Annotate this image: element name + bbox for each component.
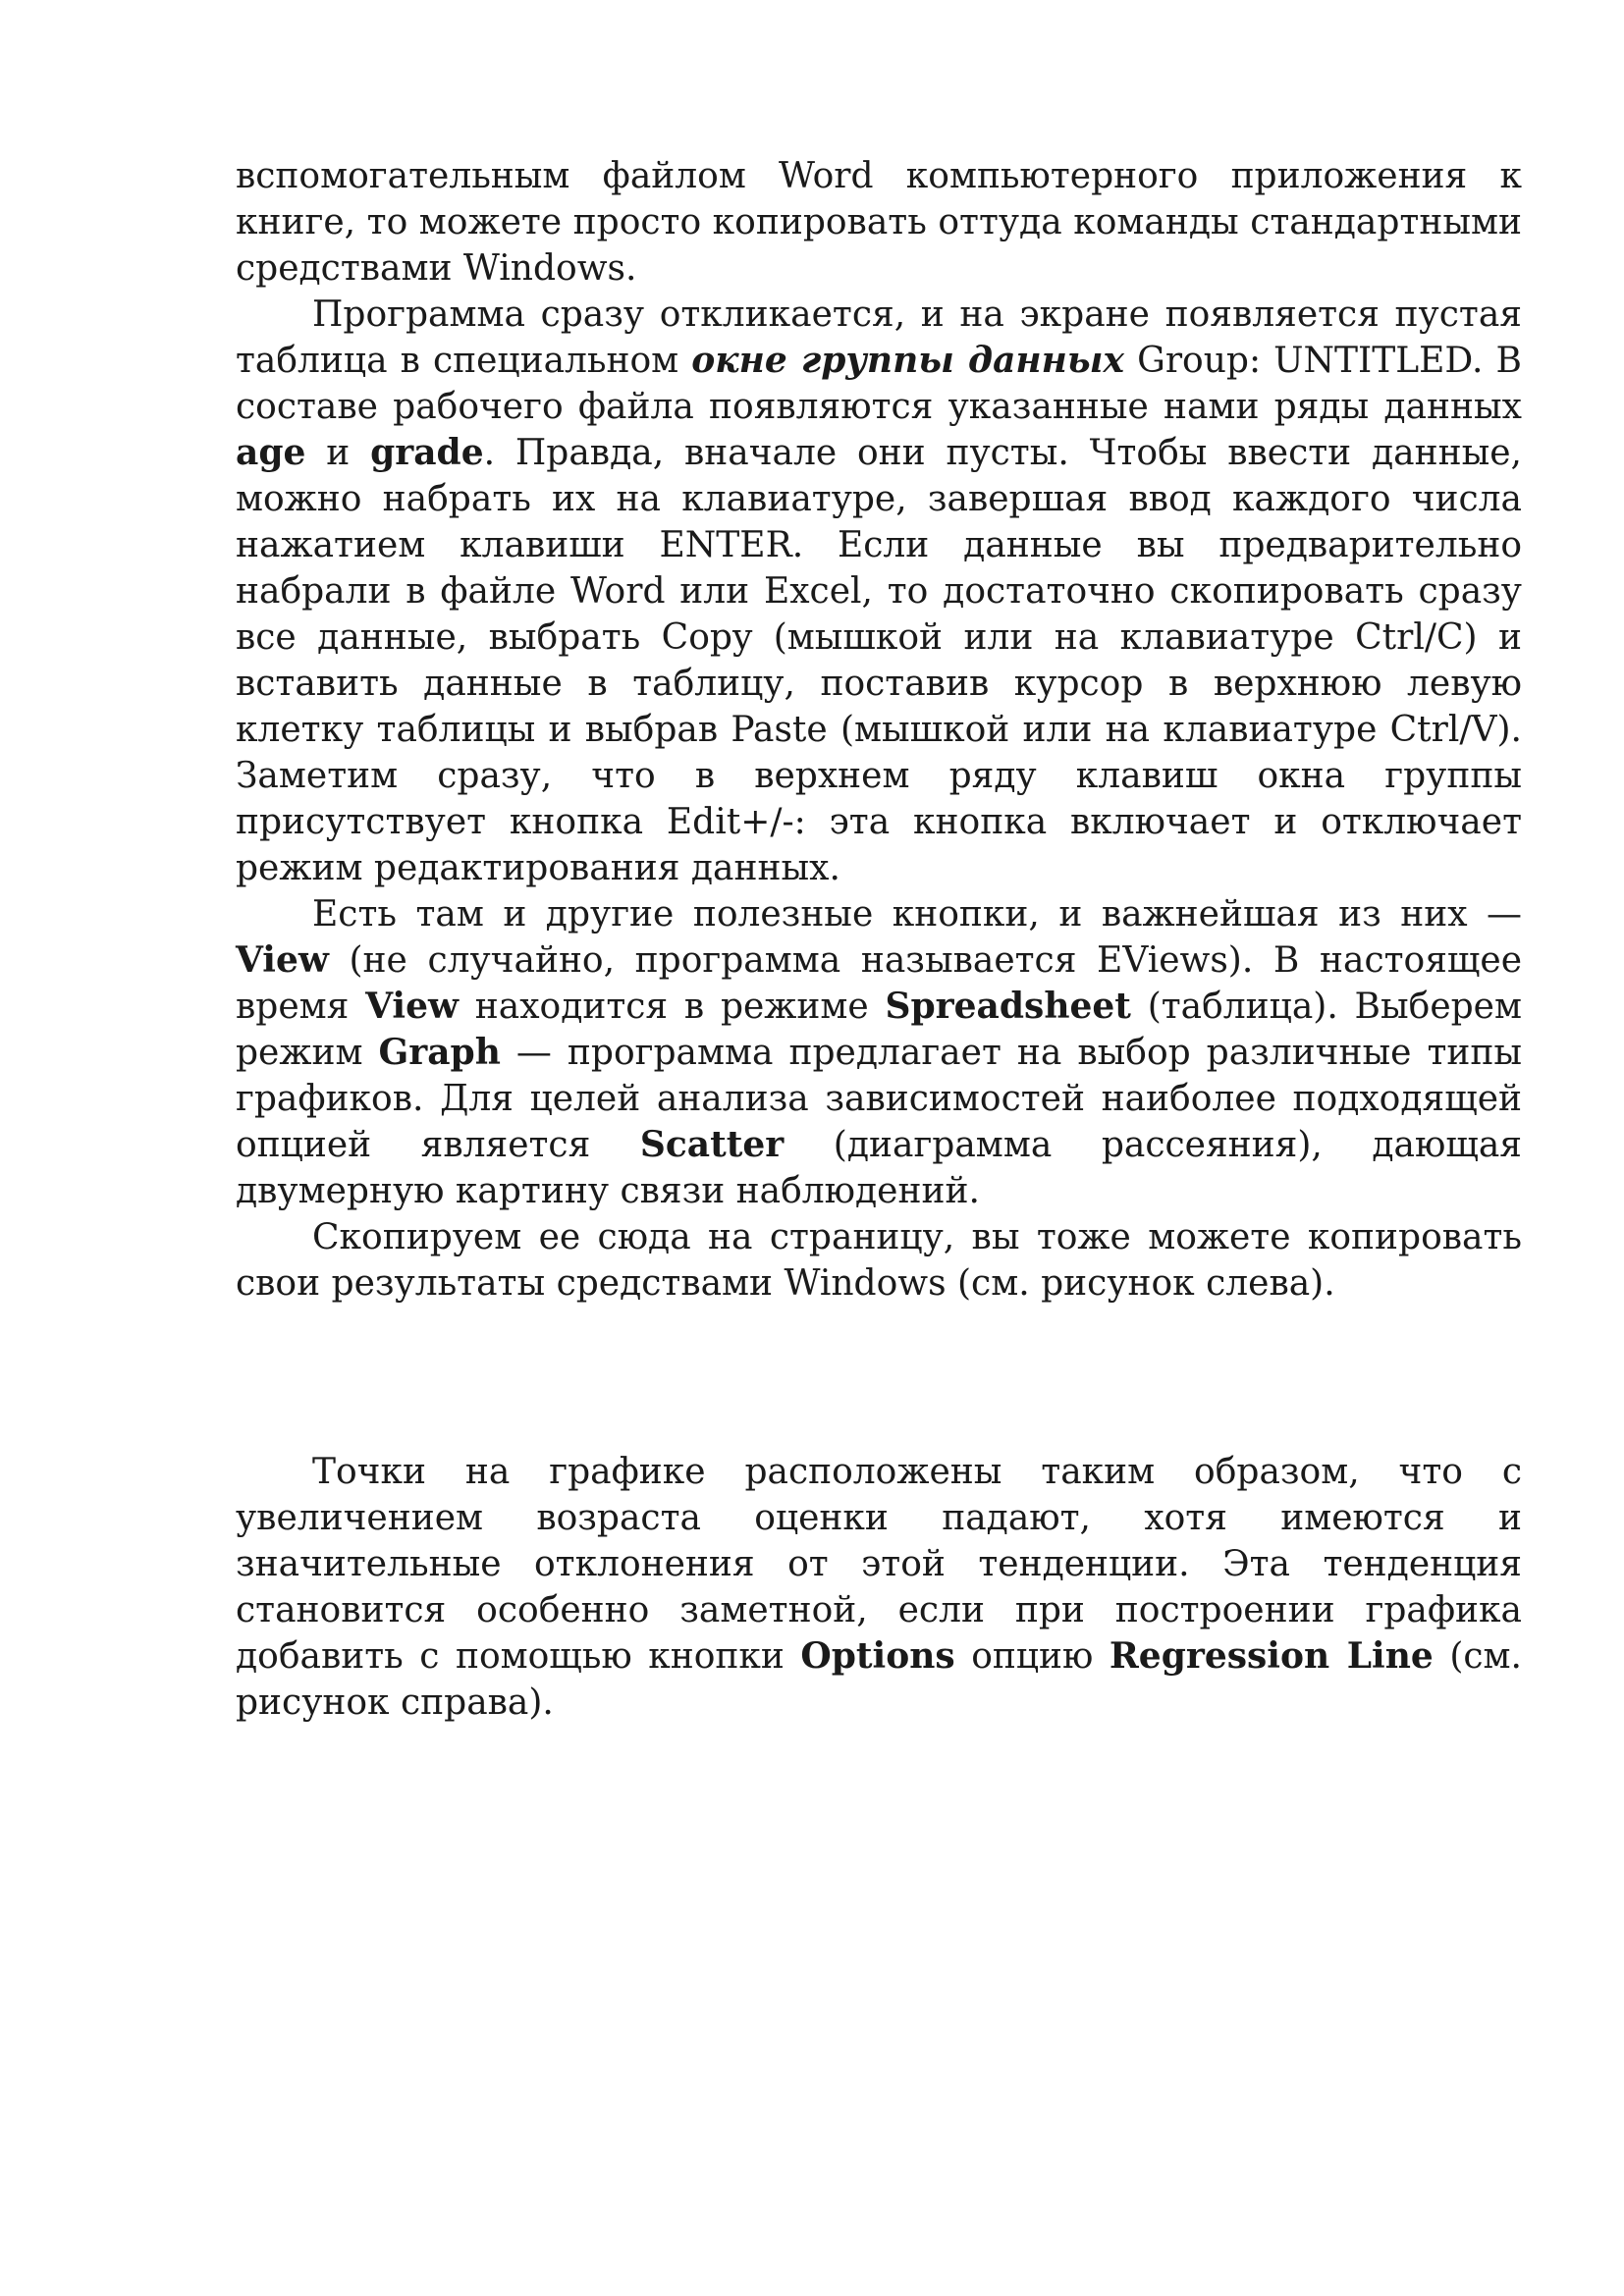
term-view-1: View	[236, 939, 329, 981]
term-age: age	[236, 432, 306, 473]
paragraph-2-part-3: Group: UNTITLED. В составе рабочего файла появляются указанные нами ряды данных	[236, 341, 1522, 427]
text-block-bottom	[236, 1449, 1522, 1726]
paragraph-3-part-5: находится в режиме	[458, 987, 886, 1027]
term-options: Options	[800, 1635, 955, 1677]
paragraph-2-part-1: Программа сразу откликается, и на экране появляется пустая таблица в специальном	[236, 294, 1522, 381]
paragraph-1	[236, 153, 1522, 292]
paragraph-3-part-3: (не случайно, программа называется EViews). В настоящее время	[236, 940, 1522, 1027]
paragraph-3-part-1: Есть там и другие полезные кнопки, и важнейшая из них —	[312, 894, 1522, 934]
paragraph-5-part-3: опцию	[954, 1636, 1110, 1677]
paragraph-5-part-1: Точки на графике расположены таким образом, что с увеличением возраста оценки падают, хотя имеются и значительные отклонения от этой тенденции. Эта тенденция становится особенно заметной, если при построении графика добавить с помощью кнопки	[236, 1452, 1522, 1677]
text-block-top	[236, 153, 1522, 1307]
term-spreadsheet: Spreadsheet	[885, 986, 1131, 1027]
paragraph-3-part-9: — программа предлагает на выбор различные типы графиков. Для целей анализа зависимостей наиболее подходящей опцией является	[236, 1033, 1523, 1165]
term-regression-line: Regression Line	[1109, 1635, 1434, 1677]
paragraph-3-part-7: (таблица). Выберем режим	[236, 987, 1522, 1073]
paragraph-2-part-5: и	[305, 433, 371, 473]
paragraph-3	[236, 891, 1522, 1214]
paragraph-2	[236, 292, 1522, 891]
paragraph-3-part-11: (диаграмма рассеяния), дающая двумерную картину связи наблюдений.	[236, 1125, 1523, 1211]
paragraph-1-text: вспомогательным файлом Word компьютерного приложения к книге, то можете просто копировать оттуда команды стандартными средствами Windows.	[236, 156, 1522, 289]
term-grade: grade	[370, 432, 484, 473]
term-view-2: View	[365, 986, 459, 1027]
term-data-group-window: окне группы данных	[691, 340, 1124, 381]
paragraph-2-part-7: . Правда, вначале они пусты. Чтобы ввести данные, можно набрать их на клавиатуре, завершая ввод каждого числа нажатием клавиши ENTER. Если данные вы предварительно набрали в файле Word или Excel, то достаточно скопировать сразу все данные, выбрать Copy (мышкой или на клавиатуре Ctrl/C) и вставить данные в таблицу, поставив курсор в верхнюю левую клетку таблицы и выбрав Paste (мышкой или на клавиатуре Ctrl/V). Заметим сразу, что в верхнем ряду клавиш окна группы присутствует кнопка Edit+/-: эта кнопка включает и отключает режим редактирования данных.	[236, 433, 1522, 888]
paragraph-5-part-5: (см. рисунок справа).	[236, 1636, 1522, 1723]
paragraph-4-text: Скопируем ее сюда на страницу, вы тоже можете копировать свои результаты средствами Windows (см. рисунок слева).	[236, 1217, 1522, 1304]
paragraph-5	[236, 1449, 1522, 1726]
term-scatter: Scatter	[639, 1124, 785, 1165]
paragraph-4	[236, 1214, 1522, 1307]
term-graph: Graph	[378, 1032, 501, 1073]
